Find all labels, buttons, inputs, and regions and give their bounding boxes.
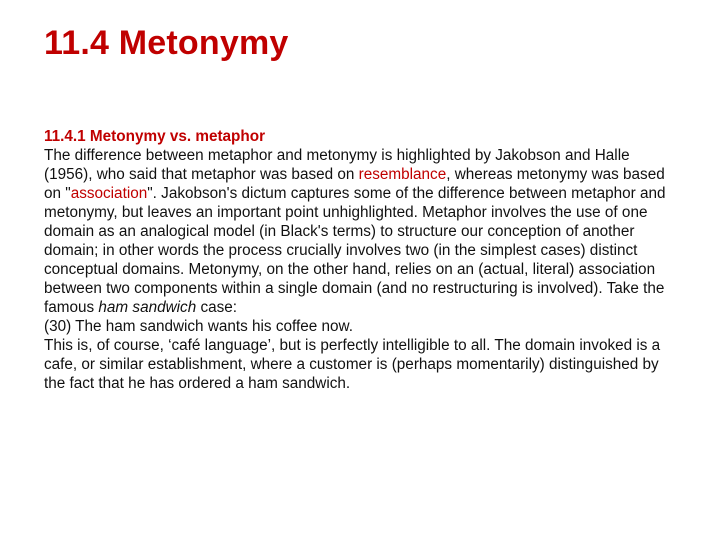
body-paragraph-2: This is, of course, ‘café language’, but is perfectly intelligible to all. The domain invoked is a cafe, or similar establishment, where a customer is (perhaps momentarily) distinguished by the fact that he has ordered a ham sandwich. [44, 337, 661, 392]
slide-body [44, 127, 680, 393]
paragraph-1-part-2: , whereas metonymy was based on " [44, 166, 665, 202]
paragraph-1-part-1: The difference between metaphor and metonymy is highlighted by Jakobson and Halle (1956), who said that metaphor was based on [44, 147, 630, 183]
example-sentence: (30) The ham sandwich wants his coffee now. [44, 318, 353, 335]
section-subheading: 11.4.1 Metonymy vs. metaphor [44, 128, 266, 145]
paragraph-1-part-4: case: [196, 299, 238, 316]
ham-sandwich-emphasis: ham sandwich [98, 299, 197, 316]
slide-title: 11.4 Metonymy [44, 24, 289, 62]
term-association: association [70, 185, 148, 202]
term-resemblance: resemblance [358, 166, 447, 183]
body-paragraph-1 [44, 146, 680, 317]
paragraph-1-part-3: ". Jakobson's dictum captures some of the difference between metaphor and metonymy, but leaves an important point unhighlighted. Metaphor involves the use of one domain as an analogical model (in Black's terms) to structure our conception of another domain; in other words the process crucially involves two (in the simplest cases) distinct conceptual domains. Metonymy, on the other hand, relies on an (actual, literal) association between two components within a single domain (and no restructuring is involved). Take the famous [44, 185, 666, 316]
